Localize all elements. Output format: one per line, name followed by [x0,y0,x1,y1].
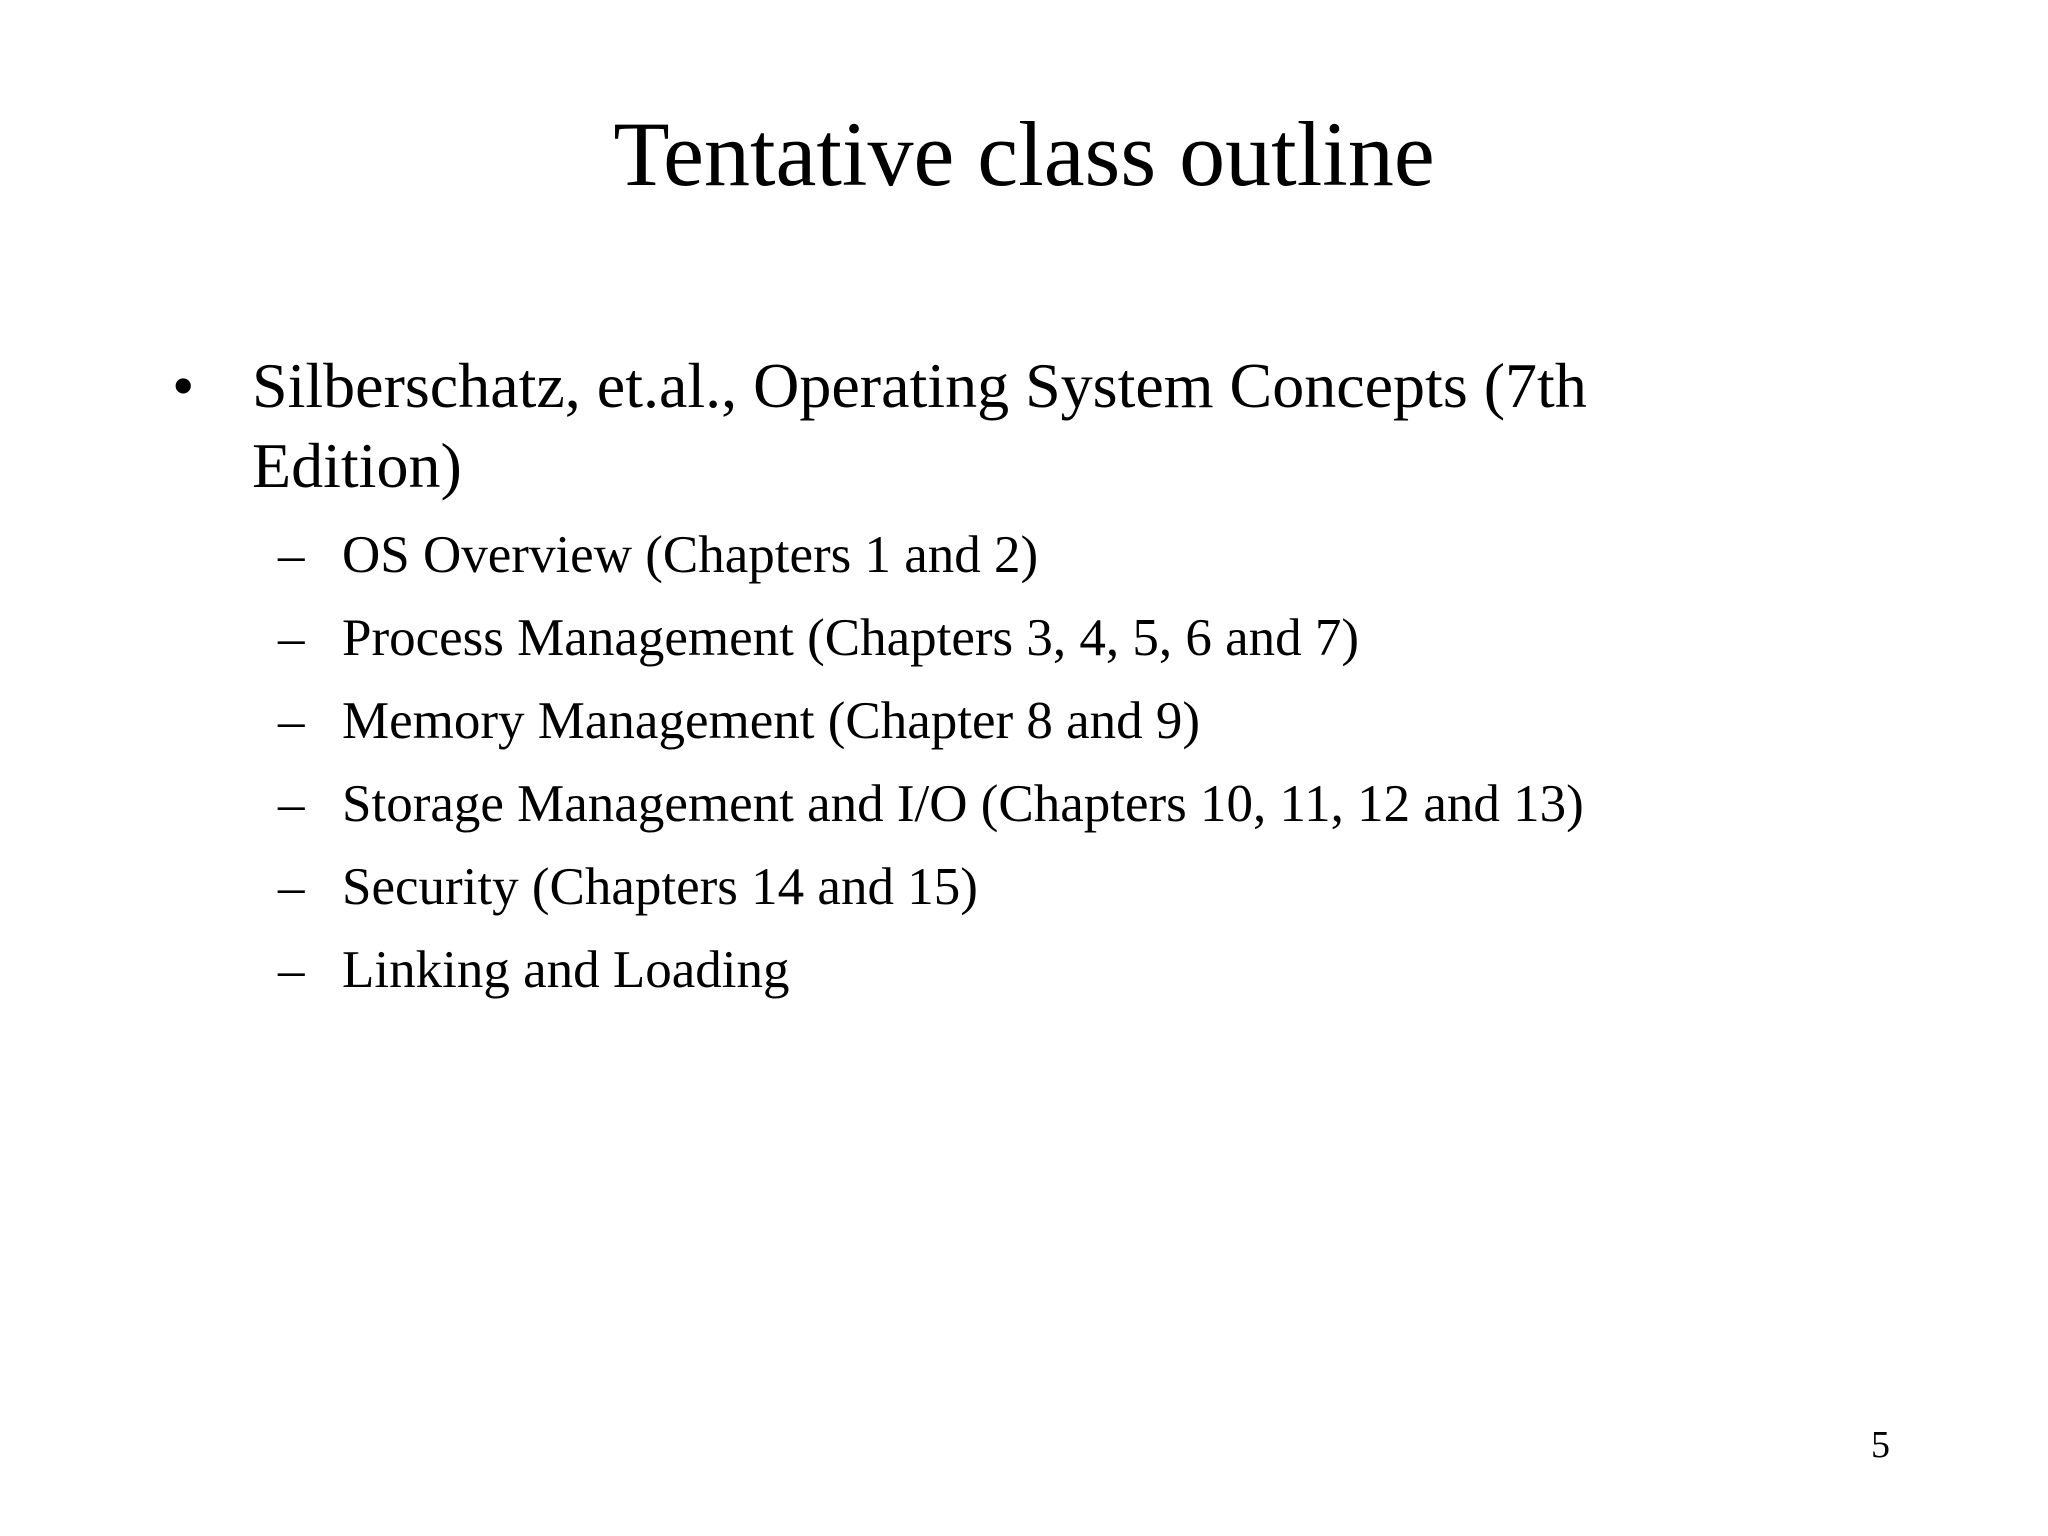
sub-bullet-text: Security (Chapters 14 and 15) [342,858,978,916]
dash-marker: – [278,692,305,750]
sub-bullet-text: Linking and Loading [342,941,790,999]
sub-bullet-text: Storage Management and I/O (Chapters 10, 11, 12 and 13) [342,775,1584,833]
slide-title: Tentative class outline [613,103,1435,205]
sub-bullet-text: Process Management (Chapters 3, 4, 5, 6 and 7) [342,609,1360,667]
sub-bullet-text: Memory Management (Chapter 8 and 9) [342,692,1201,750]
dash-marker: – [278,941,305,999]
sub-bullet-item [278,771,1878,854]
sub-bullet-item [278,522,1878,605]
dash-marker: – [278,775,305,833]
sub-bullet-text: OS Overview (Chapters 1 and 2) [342,526,1039,584]
sub-bullet-item [278,688,1878,771]
sub-bullet-item [278,605,1878,688]
sub-bullet-item [278,854,1878,937]
bullet-marker: • [172,350,195,421]
dash-marker: – [278,858,305,916]
sub-bullet-list [278,522,1878,1020]
dash-marker: – [278,526,305,584]
sub-bullet-item [278,937,1878,1020]
dash-marker: – [278,609,305,667]
main-bullet-text: Silberschatz, et.al., Operating System Concepts (7th Edition) [252,350,1587,501]
page-number: 5 [1871,1424,1890,1466]
